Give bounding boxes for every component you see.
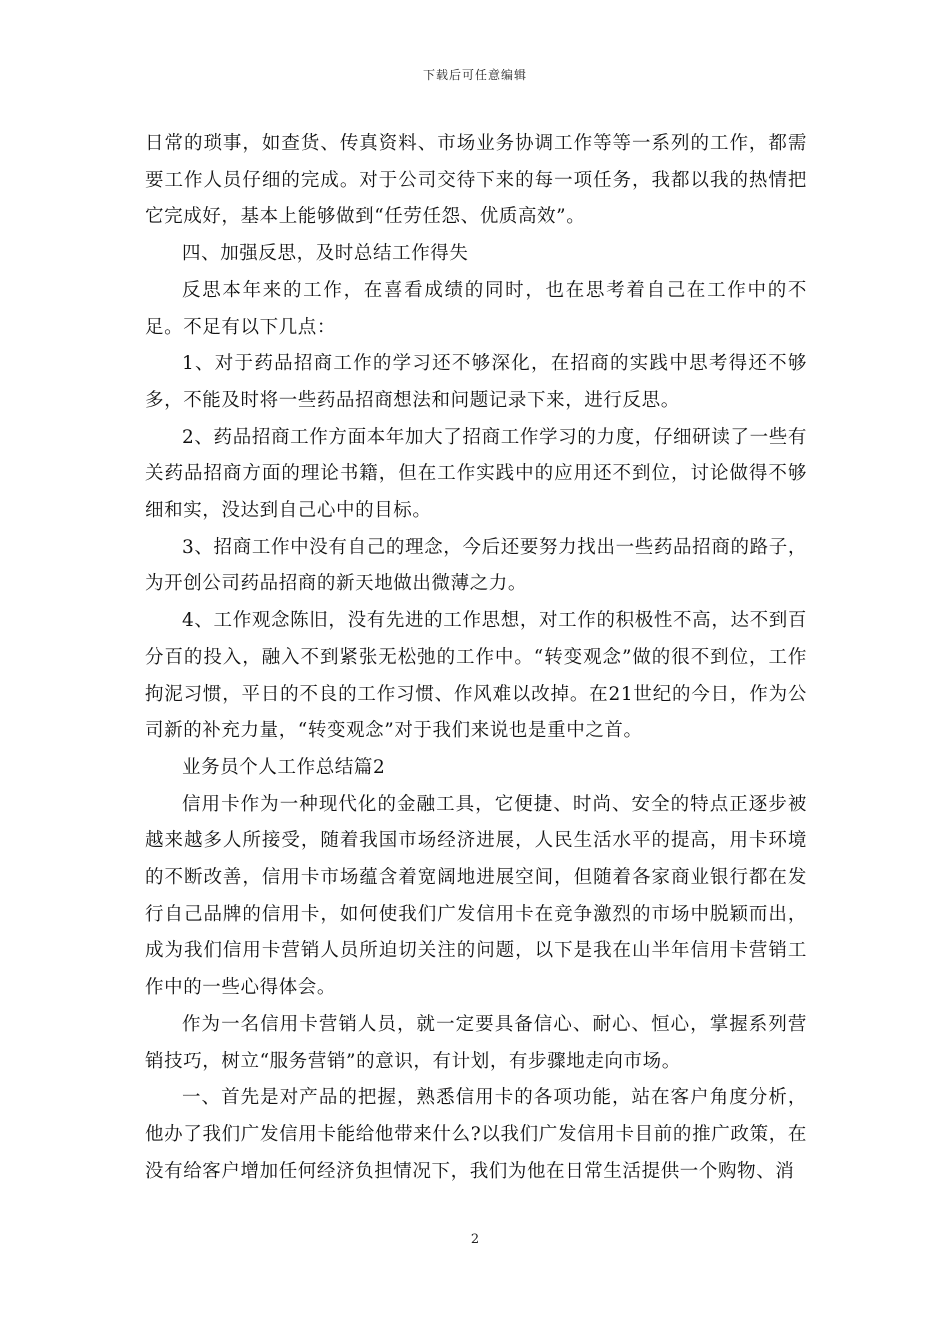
paragraph: 信用卡作为一种现代化的金融工具，它便捷、时尚、安全的特点正逐步被越来越多人所接受，随着我国市场经济进展，人民生活水平的提高，用卡环境的不断改善，信用卡市场蕴含着宽阔地进展空间，但随着各家商业银行都在发行自己品牌的信用卡，如何使我们广发信用卡在竞争激烈的市场中脱颖而出，成为我们信用卡营销人员所迫切关注的问题，以下是我在山半年信用卡营销工作中的一些心得体会。 <box>145 793 807 999</box>
page-number: 2 <box>470 1232 480 1247</box>
page-header: 下载后可任意编辑 <box>422 68 527 82</box>
paragraph: 作为一名信用卡营销人员，就一定要具备信心、耐心、恒心，掌握系列营销技巧，树立“服务营销”的意识，有计划，有步骤地走向市场。 <box>145 1013 807 1072</box>
paragraph: 一、首先是对产品的把握，熟悉信用卡的各项功能，站在客户角度分析，他办了我们广发信用卡能给他带来什么?以我们广发信用卡目前的推广政策，在没有给客户增加任何经济负担情况下，我们为他在日常生活提供一个购物、消 <box>145 1087 807 1182</box>
paragraph: 日常的琐事，如查货、传真资料、市场业务协调工作等等一系列的工作，都需要工作人员仔细的完成。对于公司交待下来的每一项任务，我都以我的热情把它完成好，基本上能够做到“任劳任怨、优质高效”。 <box>145 133 807 228</box>
list-item: 3、招商工作中没有自己的理念，今后还要努力找出一些药品招商的路子，为开创公司药品招商的新天地做出微薄之力。 <box>145 536 807 595</box>
list-item: 2、药品招商工作方面本年加大了招商工作学习的力度，仔细研读了一些有关药品招商方面的理论书籍，但在工作实践中的应用还不到位，讨论做得不够细和实，没达到自己心中的目标。 <box>145 426 807 522</box>
list-item: 1、对于药品招商工作的学习还不够深化，在招商的实践中思考得还不够多，不能及时将一些药品招商想法和问题记录下来，进行反思。 <box>145 353 807 411</box>
document-body <box>145 126 807 1190</box>
paragraph: 反思本年来的工作，在喜看成绩的同时，也在思考着自己在工作中的不足。不足有以下几点： <box>145 279 807 338</box>
list-item: 4、工作观念陈旧，没有先进的工作思想，对工作的积极性不高，达不到百分百的投入，融入不到紧张无松弛的工作中。“转变观念”做的很不到位，工作拘泥习惯，平日的不良的工作习惯、作风难以改掉。在21世纪的今日，作为公司新的补充力量，“转变观念”对于我们来说也是重中之首。 <box>145 610 807 742</box>
section-heading: 四、加强反思，及时总结工作得失 <box>182 243 469 265</box>
article-title: 业务员个人工作总结篇2 <box>182 756 386 778</box>
